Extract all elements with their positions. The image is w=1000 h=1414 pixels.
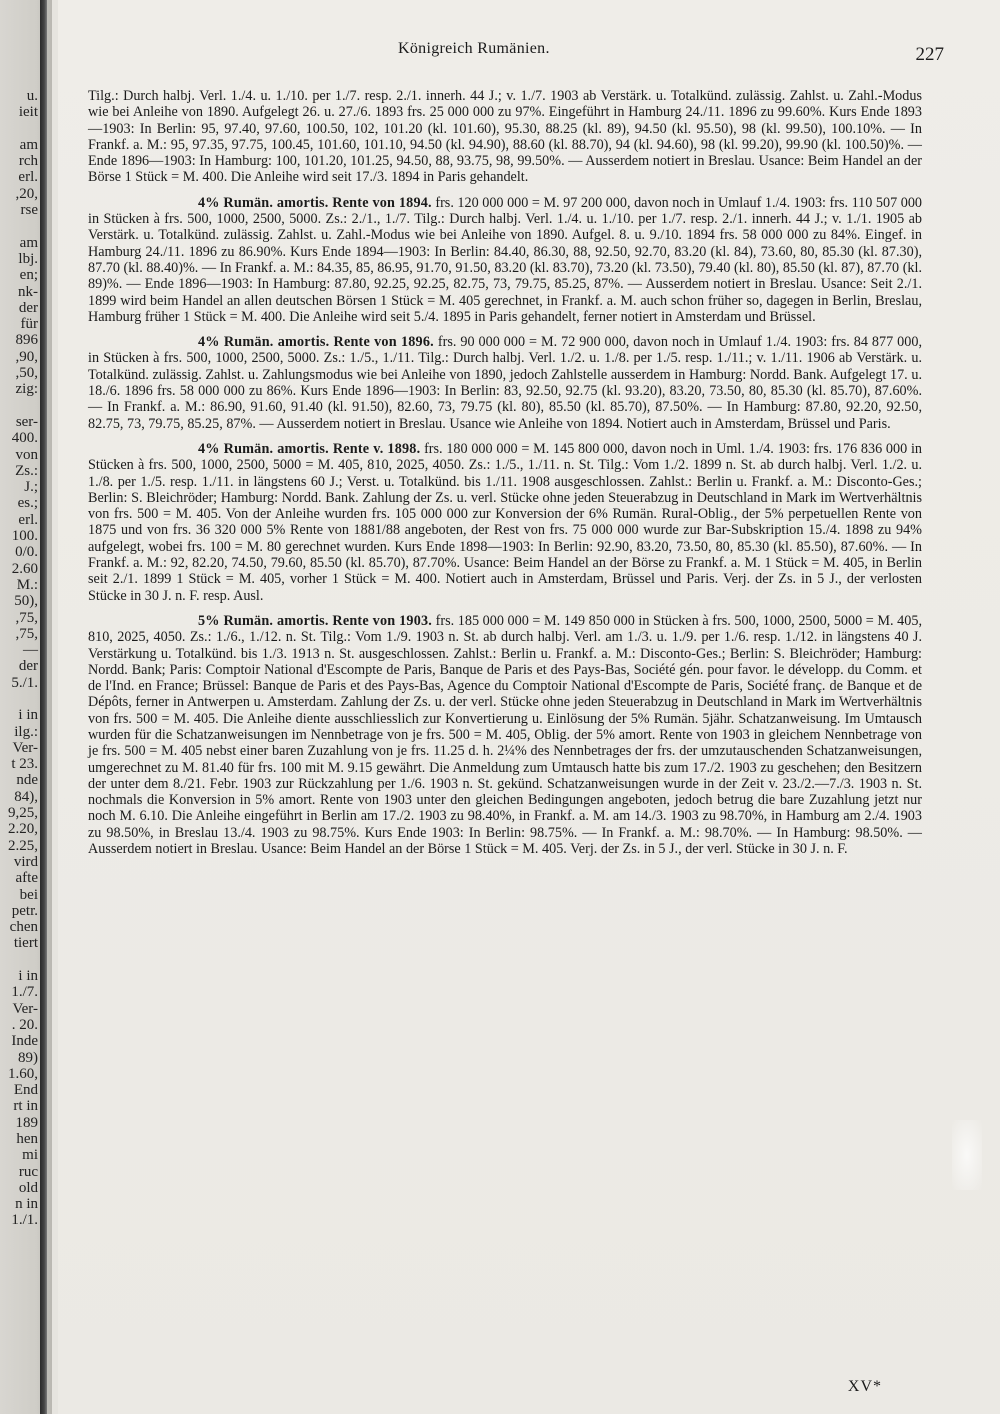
margin-fragment: es.; xyxy=(17,495,38,512)
section-rente-1898 xyxy=(88,441,922,604)
margin-fragment: lbj. xyxy=(18,250,38,267)
margin-fragment: 84), xyxy=(14,788,38,805)
margin-fragment: ,50, xyxy=(15,365,38,382)
margin-fragment: für xyxy=(20,316,38,333)
margin-fragment: 2.60 xyxy=(11,560,38,577)
margin-fragment: old xyxy=(18,1179,38,1196)
margin-fragment: ser- xyxy=(15,413,38,430)
section-text: frs. 185 000 000 = M. 149 850 000 in Stücken à frs. 500, 1000, 2500, 5000 = M. 405, 810, 2025, 4050. Zs.: 1./6., 1./12. n. St. Tilg.: Vom 1./9. 1903 n. St. ab durch halbj. Verl. am 1./3. u. 1./9. per 1./6. resp. 1./12. in längstens 40 J. Verstärkung u. Totalkünd. bis 1./3. 1913 n. St. ausgeschlossen. Zahlst.: Berlin u. Frankf. a. M.: Disconto-Ges.; Berlin: S. Bleichröder; Hamburg: Nordd. Bank; Paris: Comptoir National d'Escompte de Paris, Banque de Paris et des Pays-Bas, Société gén. pour favor. le développ. du Comm. et de l'Ind. en France; Brüssel: Banque de Paris et des Pays-Bas, Agence du Comptoir National d'Escompte de Paris, Société franç. de Banque et de Dépôts, ferner in Antwerpen u. Amsterdam. Zahlung der Zs. u. der verl. Stücke ohne jeden Steuerabzug in Deutschland in Mark im Wertverhältnis von frs. 500 = M. 405. Die Anleihe diente ausschliesslich zur Konvertierung u. Einlösung der 5% Rumän. 5jähr. Schatzanweisung. Im Umtausch wurden für die Schatzanweisungen im Nennbetrage von je frs. 500 = M. 405, Oblig. der 5% amort. Rente von 1903 in gleichem Nennbetrage von je frs. 500 = M. 405 nebst einer baren Zuzahlung von je frs. 11.25 d. h. 2¼% des Nennbetrages der frs. der umzutauschenden Schatzanweisungen, umgerechnet zu M. 81.40 für frs. 100 mit M. 9.15 gewährt. Die Anmeldung zum Umtausch hatte bis zum 17./2. 1903 zu geschehen; den Besitzern der unter dem 8./21. Febr. 1903 zur Rückzahlung per 1./6. 1903 n. St. gekünd. Schatzanweisungen wurde in der Zeit v. 23./2.—7./3. 1903 n. St. nochmals die Konversion in 5% amort. Rente von 1903 unter den gleichen Bedingungen angeboten, jedoch betrug die bare Zuzahlung jetzt nur noch M. 6.10. Die Anleihe eingeführt in Berlin am 17./2. 1903 zu 98.40%, in Frankf. a. M. am 14./3. 1903 zu 98.70%, in Hamburg am 2./4. 1903 zu 98.50%, in Breslau 13./4. 1903 zu 98.75%. Kurs Ende 1903: In Berlin: 98.75%. — In Frankf. a. M.: 98.70%. — In Hamburg: 98.50%. — Ausserdem notiert in Breslau. Usance: Beim Handel an der Börse 1 Stück = M. 405. Verj. der Zs. in 5 J., der verl. Stücke in 30 J. n. F. xyxy=(88,612,923,858)
margin-fragment: erl. xyxy=(18,511,38,528)
margin-fragment: rt in xyxy=(13,1098,38,1115)
margin-fragment: chen xyxy=(9,919,38,936)
section-text: frs. 180 000 000 = M. 145 800 000, davon noch in Uml. 1./4. 1903: frs. 176 836 000 in Stücken à frs. 500, 1000, 2500, 5000 = M. 405, 810, 2025, 4050. Zs.: 1./5., 1./11. n. St. Tilg.: Vom 1./2. 1899 n. St. ab durch halbj. Verl. 1./2. u. 1./8. per 1./5. resp. 1./11. in längstens 60 J.; Verst. u. Totalkünd. bis 1./11. 1908 ausgeschlossen. Zahlst.: Berlin u. Frankf. a. M.: Disconto-Ges.; Berlin: S. Bleichröder; Hamburg: Nordd. Bank. Zahlung der Zs. u. verl. Stücke ohne jeden Steuerabzug in Deutschland in Mark im Wertverhältnis von frs. 500 = M. 405. Von der Anleihe wurden frs. 105 000 000 zur Konversion der 6% Rumän. Rural-Oblig., der 5% perpetuellen Rente von 1875 und von frs. 36 320 000 5% Rente von 1881/88 angeboten, der Rest von frs. 75 000 000 wurde zur Bar-Subskription 15./4. 1898 zu 94% aufgelegt, wobei frs. 100 = M. 80 gerechnet wurden. Kurs Ende 1898—1903: In Berlin: 92.90, 83.20, 73.50, 80, 85.30 (kl. 85.50), 87.60%. — In Frankf. a. M.: 92, 82.20, 74.50, 79.60, 85.50 (kl. 85.70), 87.70%. Usance: Beim Handel an der Börse zu Frankf. a. M. 1 Stück = M. 405, in Berlin seit 2./1. 1899 1 Stück = M. 405, vorher 1 Stück = M. 400. Notiert auch in Amsterdam, Brüssel und Paris. Verj. der Zs. in 5 J., der verlosten Stücke in 30 J. n. F. resp. Ausl. xyxy=(88,440,922,604)
margin-fragment xyxy=(0,952,38,968)
section-rente-1894 xyxy=(88,195,922,325)
paper-smudge xyxy=(952,1120,982,1190)
margin-fragment: petr. xyxy=(11,902,38,919)
margin-fragment: ilg.: xyxy=(14,723,38,740)
margin-fragment: — xyxy=(23,642,38,659)
margin-fragment: End xyxy=(13,1082,38,1099)
margin-fragment: bei xyxy=(19,886,38,903)
margin-fragment: 9,25, xyxy=(8,805,38,822)
section-rente-1896 xyxy=(88,334,922,432)
margin-fragment: der xyxy=(18,299,38,316)
margin-fragment xyxy=(0,218,38,234)
margin-fragment xyxy=(0,121,38,137)
margin-fragment: 189 xyxy=(15,1114,38,1131)
margin-fragment: i in xyxy=(18,707,38,724)
margin-fragment: nde xyxy=(16,772,38,789)
margin-fragment: 50), xyxy=(14,593,38,610)
margin-fragment: erl. xyxy=(18,169,38,186)
page-body xyxy=(88,88,922,857)
margin-fragment: 400. xyxy=(11,430,38,447)
margin-fragment xyxy=(0,691,38,707)
margin-fragment: 2.20, xyxy=(8,821,38,838)
margin-fragment: Ver- xyxy=(12,1000,38,1017)
margin-fragment: zig: xyxy=(15,381,38,398)
adjacent-page-fragments xyxy=(0,88,40,1229)
margin-fragment: 0/0. xyxy=(15,544,38,561)
margin-fragment: afte xyxy=(15,870,38,887)
margin-fragment: von xyxy=(15,446,38,463)
margin-fragment: ,75, xyxy=(15,609,38,626)
margin-fragment: Inde xyxy=(11,1033,38,1050)
section-title: 5% Rumän. amortis. Rente von 1903. xyxy=(198,612,433,629)
margin-fragment: . 20. xyxy=(11,1016,38,1033)
margin-fragment: am xyxy=(19,136,38,153)
running-header: Königreich Rumänien. xyxy=(398,40,550,57)
margin-fragment: hen xyxy=(16,1131,38,1147)
margin-fragment: nk- xyxy=(18,283,38,300)
margin-fragment: mi xyxy=(22,1147,38,1164)
margin-fragment: i in xyxy=(18,968,38,985)
margin-fragment: ,75, xyxy=(15,625,38,642)
section-text: frs. 90 000 000 = M. 72 900 000, davon noch in Umlauf 1./4. 1903: frs. 84 877 000, in Stücken à frs. 500, 1000, 2500, 5000. Zs.: 1./5., 1./11. Tilg.: Durch halbj. Verl. 1./2. u. 1./8. per 1./5. resp. 1./11.; v. 1./11. 1906 ab Verstärk. u. Totalkünd. zulässig. Zahlst. u. Zahlungsmodus wie bei Anleihe von 1890, jedoch Zahlstelle ausserdem in Hamburg: Nordd. Bank. Aufgelegt 17. u. 18./6. 1896 frs. 58 000 000 zu 86%. Kurs Ende 1896—1903: In Berlin: 83, 92.50, 92.75 (kl. 93.20), 83.20, 73.50, 80, 85.30 (kl. 85.70), 87.60%. — In Frankf. a. M.: 86.90, 91.60, 91.40 (kl. 91.50), 82.60, 73, 79.75 (kl. 80), 85.50 (kl. 85.70), 87.50%. — In Hamburg: 87.80, 92.20, 92.50, 82.75, 73, 79.75, 85.25, 87%. — Ausserdem notiert in Breslau. Usance wie Anleihe von 1894. Notiert auch in Amsterdam, Brüssel und Paris. xyxy=(88,334,922,432)
margin-fragment: 5./1. xyxy=(11,674,38,691)
section-title: 4% Rumän. amortis. Rente von 1896. xyxy=(198,334,434,351)
margin-fragment: ieit xyxy=(18,104,38,121)
margin-fragment: 2.25, xyxy=(8,837,38,854)
margin-fragment: rse xyxy=(20,202,38,219)
margin-fragment: Zs.: xyxy=(15,462,38,479)
margin-fragment: 896 xyxy=(15,332,38,349)
margin-fragment: ruc xyxy=(18,1163,38,1180)
margin-fragment: rch xyxy=(18,153,38,170)
section-text: frs. 120 000 000 = M. 97 200 000, davon noch in Umlauf 1./4. 1903: frs. 110 507 000 in Stücken à frs. 500, 1000, 2500, 5000. Zs.: 2./1., 1./7. Tilg.: Durch halbj. Verl. 1./4. u. 1./10. per 1./7. resp. 2./1. innerh. 44 J.; v. 1./1. 1905 ab Verstärk. u. Totalkünd. zulässig. Zahlst. u. Zahl.-Modus wie bei Anleihe von 1890. Aufgel. 8. u. 9./10. 1894 frs. 58 000 000 zu 84%. Eingef. in Hamburg 24./11. 1896 zu 86.90%. Kurs Ende 1894—1903: In Berlin: 84.40, 86.30, 88, 92.50, 92.70, 83.20 (kl. 84), 73.60, 80, 85.30 (kl. 87.30), 87.70 (kl. 88.40)%. — In Frankf. a. M.: 84.35, 85, 86.95, 91.70, 91.50, 83.20 (kl. 83.70), 73.20 (kl. 73.50), 79.40 (kl. 80), 85.50 (kl. 87), 87.70 (kl. 89)%. — Ende 1896—1903: In Hamburg: 87.80, 92.25, 92.25, 82.75, 73, 79.75, 85.25, 87%. — Ausserdem notiert in Breslau. Usance: Seit 2./1. 1899 wird beim Handel an allen deutschen Börsen 1 Stück = M. 405 gerechnet, in Frankf. a. M. auch schon früher so, dagegen in Berlin, Breslau, Hamburg früher 1 Stück = M. 400. Die Anleihe wird seit 5./4. 1895 in Paris gehandelt, ferner notiert in Amsterdam und Brüssel. xyxy=(88,194,923,325)
margin-fragment: am xyxy=(19,234,38,251)
margin-fragment: Ver- xyxy=(12,739,38,756)
margin-fragment: n in xyxy=(15,1196,38,1213)
signature-mark: XV* xyxy=(847,1378,882,1395)
section-rente-1903 xyxy=(88,613,922,857)
margin-fragment: 1.60, xyxy=(8,1065,38,1082)
margin-fragment: ,20, xyxy=(15,185,38,202)
margin-fragment: ,90, xyxy=(15,348,38,365)
margin-fragment: t 23. xyxy=(11,756,38,773)
margin-fragment: 89) xyxy=(18,1049,38,1066)
margin-fragment: J.; xyxy=(24,479,38,496)
margin-fragment: M.: xyxy=(16,576,38,593)
margin-fragment: 1./7. xyxy=(11,984,38,1001)
margin-fragment: 100. xyxy=(11,528,38,545)
margin-fragment: 1./1. xyxy=(11,1212,38,1229)
section-title: 4% Rumän. amortis. Rente v. 1898. xyxy=(198,440,421,457)
section-title: 4% Rumän. amortis. Rente von 1894. xyxy=(198,194,432,211)
page-number: 227 xyxy=(915,44,944,65)
margin-fragment xyxy=(0,398,38,414)
page xyxy=(58,0,1000,1414)
binding-gutter xyxy=(40,0,47,1414)
intro-paragraph: Tilg.: Durch halbj. Verl. 1./4. u. 1./10. per 1./7. resp. 2./1. innerh. 44 J.; v. 1./7. 1903 ab Verstärk. u. Totalkünd. zulässig. Zahlst. u. Zahl.-Modus wie bei Anleihe von 1890. Aufgelegt 26. u. 27./6. 1893 frs. 25 000 000 zu 97%. Eingeführt in Hamburg 24./11. 1896 zu 99.60%. Kurs Ende 1893—1903: In Berlin: 95, 97.40, 97.60, 100.50, 102, 101.20 (kl. 101.60), 95.30, 88.25 (kl. 89), 94.50 (kl. 95.50), 98 (kl. 99.50), 100.10%. — In Frankf. a. M.: 95, 97.35, 97.75, 100.45, 101.60, 101.10, 94.50 (kl. 94.90), 88.60 (kl. 88.70), 94 (kl. 94.60), 98 (kl. 99.20), 99.90 (kl. 100.50)%. — Ende 1896—1903: In Hamburg: 100, 101.20, 101.25, 94.50, 88, 93.75, 98, 99.50%. — Ausserdem notiert in Breslau. Usance: Beim Handel an der Börse 1 Stück = M. 400. Die Anleihe wird seit 17./3. 1894 in Paris gehandelt. xyxy=(88,88,922,186)
margin-fragment: vird xyxy=(13,853,38,870)
adjacent-page-spine xyxy=(0,0,52,1414)
margin-fragment: tiert xyxy=(13,935,38,952)
margin-fragment: en; xyxy=(19,267,38,284)
margin-fragment: der xyxy=(18,658,38,675)
margin-fragment: u. xyxy=(26,88,38,104)
